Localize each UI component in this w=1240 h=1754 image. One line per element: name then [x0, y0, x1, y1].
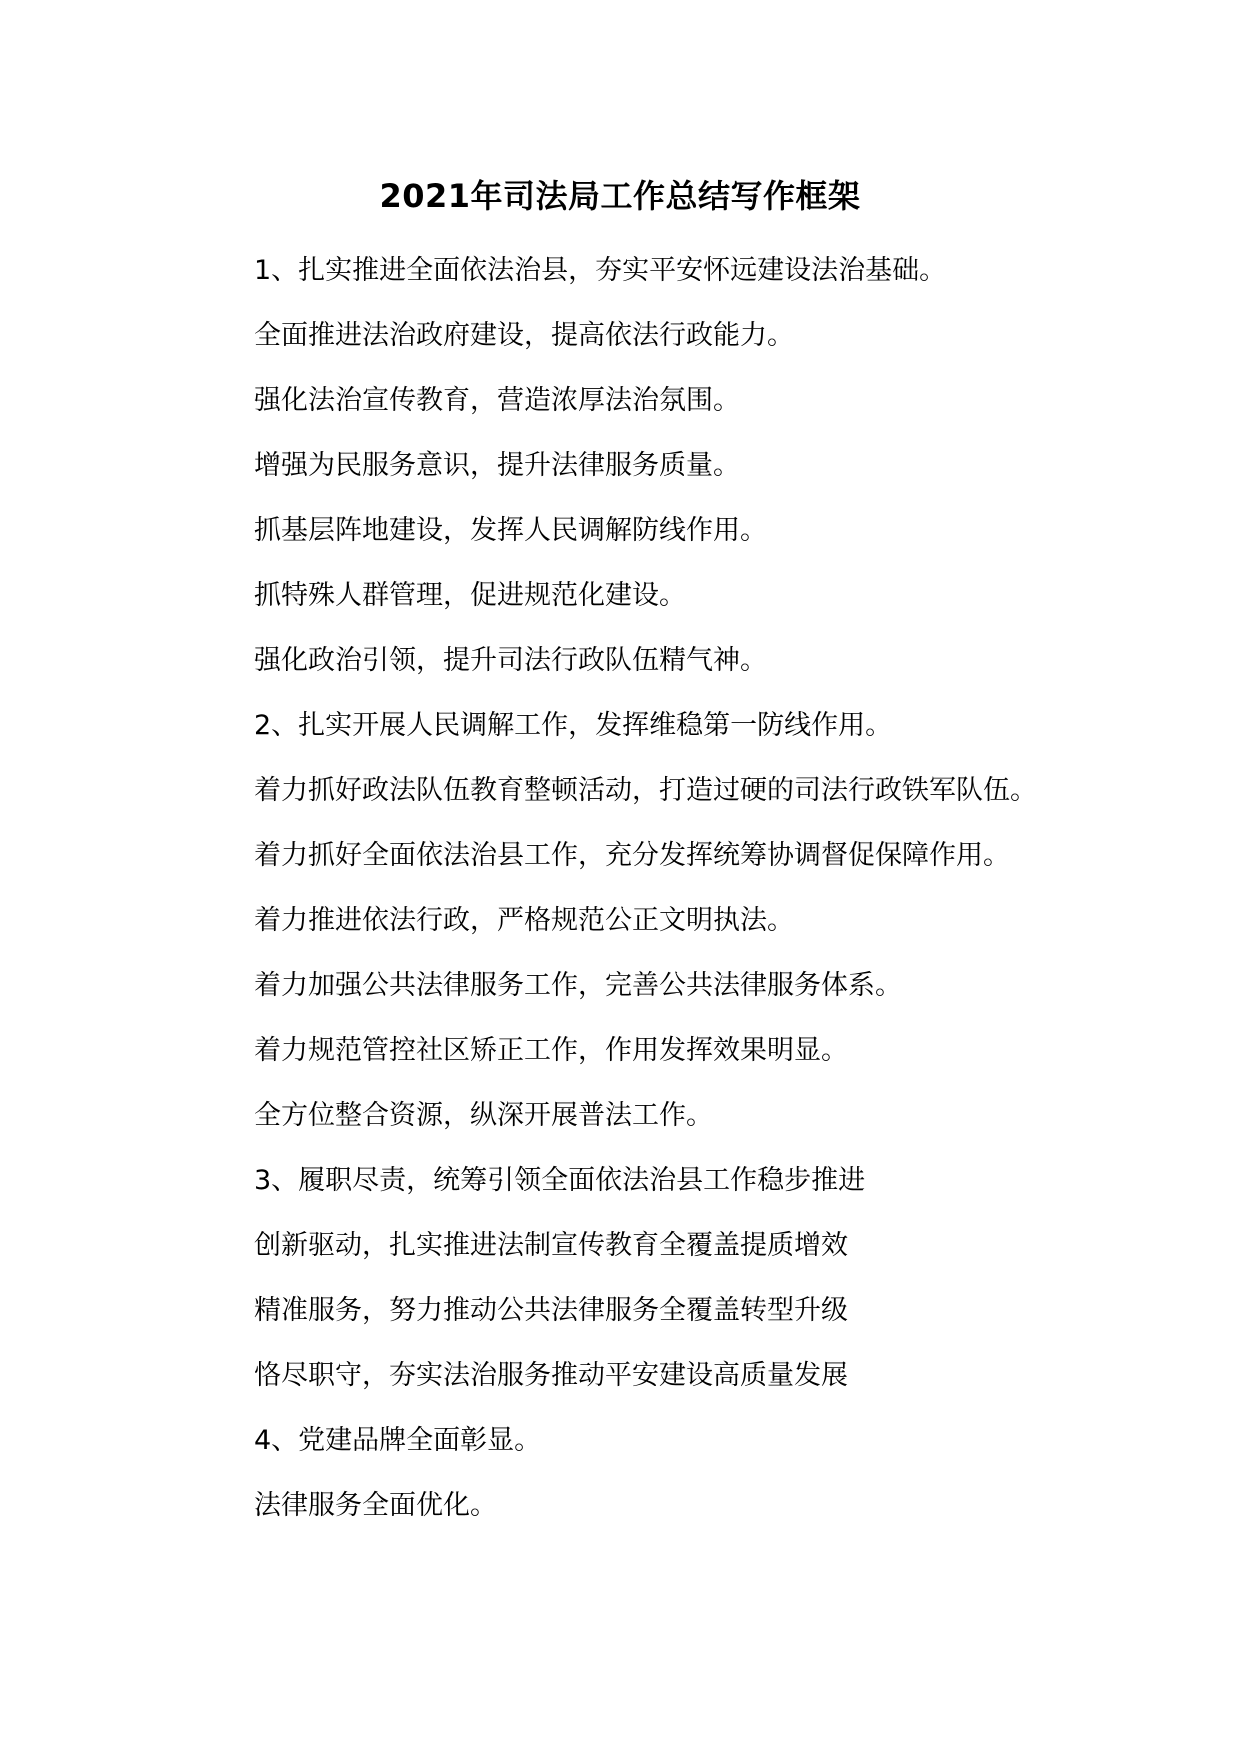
- paragraph-3: 强化法治宣传教育，营造浓厚法治氛围。: [254, 385, 740, 416]
- paragraph-15: 3、履职尽责，统筹引领全面依法治县工作稳步推进: [254, 1165, 866, 1196]
- paragraph-17: 精准服务，努力推动公共法律服务全覆盖转型升级: [254, 1295, 848, 1326]
- paragraph-20: 法律服务全面优化。: [254, 1490, 497, 1521]
- paragraph-18: 恪尽职守，夯实法治服务推动平安建设高质量发展: [254, 1360, 848, 1391]
- paragraph-13: 着力规范管控社区矫正工作，作用发挥效果明显。: [254, 1035, 848, 1066]
- paragraph-2: 全面推进法治政府建设，提高依法行政能力。: [254, 320, 794, 351]
- paragraph-1: 1、扎实推进全面依法治县，夯实平安怀远建设法治基础。: [254, 255, 947, 286]
- paragraph-6: 抓特殊人群管理，促进规范化建设。: [254, 580, 686, 611]
- paragraph-9: 着力抓好政法队伍教育整顿活动，打造过硬的司法行政铁军队伍。: [254, 775, 1037, 806]
- paragraph-11: 着力推进依法行政，严格规范公正文明执法。: [254, 905, 794, 936]
- paragraph-12: 着力加强公共法律服务工作，完善公共法律服务体系。: [254, 970, 902, 1001]
- paragraph-8: 2、扎实开展人民调解工作，发挥维稳第一防线作用。: [254, 710, 893, 741]
- paragraph-16: 创新驱动，扎实推进法制宣传教育全覆盖提质增效: [254, 1230, 848, 1261]
- document-body: [188, 238, 1068, 1538]
- paragraph-5: 抓基层阵地建设，发挥人民调解防线作用。: [254, 515, 767, 546]
- paragraph-10: 着力抓好全面依法治县工作，充分发挥统筹协调督促保障作用。: [254, 840, 1010, 871]
- paragraph-7: 强化政治引领，提升司法行政队伍精气神。: [254, 645, 767, 676]
- paragraph-19: 4、党建品牌全面彰显。: [254, 1425, 542, 1456]
- document-title: 2021年司法局工作总结写作框架: [379, 177, 861, 215]
- paragraph-4: 增强为民服务意识，提升法律服务质量。: [254, 450, 740, 481]
- paragraph-14: 全方位整合资源，纵深开展普法工作。: [254, 1100, 713, 1131]
